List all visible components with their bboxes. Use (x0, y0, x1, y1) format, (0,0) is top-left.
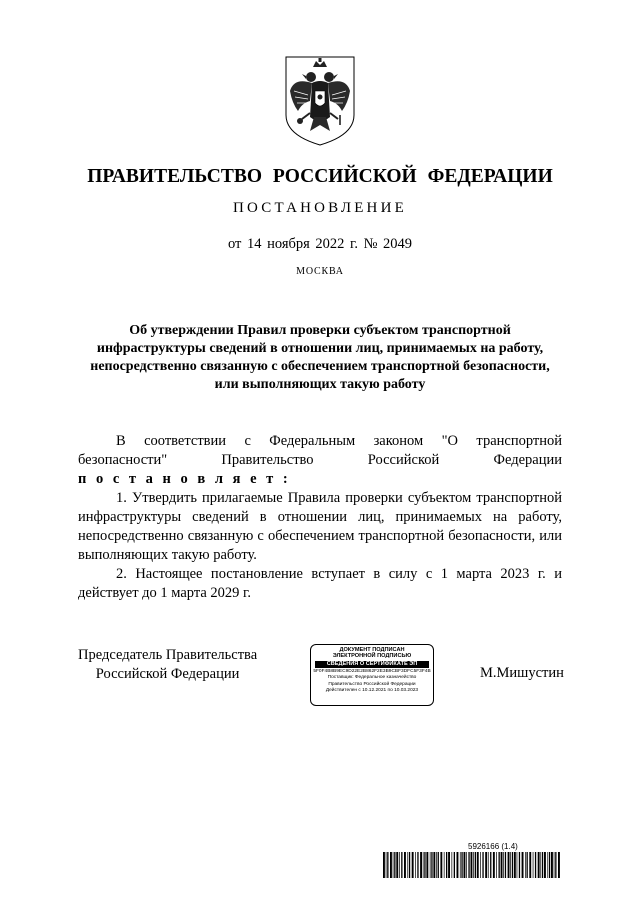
stamp-line-1: ДОКУМЕНТ ПОДПИСАН (339, 647, 405, 653)
document-city: МОСКВА (296, 266, 344, 277)
coat-of-arms-icon (280, 55, 360, 147)
signatory-name: М.Мишустин (480, 665, 564, 681)
barcode-icon (383, 852, 561, 878)
document-type: ПОСТАНОВЛЕНИЕ (233, 200, 407, 216)
electronic-signature-stamp (310, 644, 434, 706)
item-2-paragraph: 2. Настоящее постановление вступает в силу с 1 марта 2023 г. и действует до 1 марта 2029 г. (78, 566, 562, 601)
item-1-paragraph: 1. Утвердить прилагаемые Правила проверки субъектом транспортной инфраструктуры сведений в отношении лиц, принимаемых на работу, непосредственно связанную с обеспечением транспортной безопасности, или выполняющих такую работу. (78, 490, 562, 563)
document-subject: Об утверждении Правил проверки субъектом транспортной инфраструктуры сведений в отношении лиц, принимаемых на работу, непосредственно связанную с обеспечением транспортной безопасности, или выполняющих такую работу (90, 323, 550, 392)
government-title: ПРАВИТЕЛЬСТВО РОССИЙСКОЙ ФЕДЕРАЦИИ (87, 166, 553, 187)
stamp-validity: Действителен с 10.12.2021 по 10.03.2023 (325, 688, 419, 694)
intro-paragraph: В соответствии с Федеральным законом "О транспортной безопасности" Правительство Российской Федерации (78, 433, 562, 468)
stamp-serial: 5F0F4B8B9EC9D22E2B862F2E3B9CBF3DFC5F3F4B (313, 668, 431, 674)
signatory-position-line-2: Российской Федерации (95, 666, 240, 682)
signatory-position (78, 646, 257, 684)
document-code: 5926166 (1.4) (468, 842, 518, 851)
decree-word: п о с т а н о в л я е т : (78, 471, 291, 487)
document-body (78, 432, 562, 603)
stamp-line-2: ЭЛЕКТРОННОЙ ПОДПИСЬЮ (332, 653, 412, 660)
stamp-band: СВЕДЕНИЯ О СЕРТИФИКАТЕ ЭП (315, 661, 429, 668)
signatory-position-line-1: Председатель Правительства (78, 647, 258, 663)
document-date-number: от 14 ноября 2022 г. № 2049 (227, 236, 413, 252)
stamp-issuer: Поставщик: Федеральное казначейство (327, 675, 417, 681)
stamp-owner: Правительство Российской Федерации (328, 681, 416, 687)
